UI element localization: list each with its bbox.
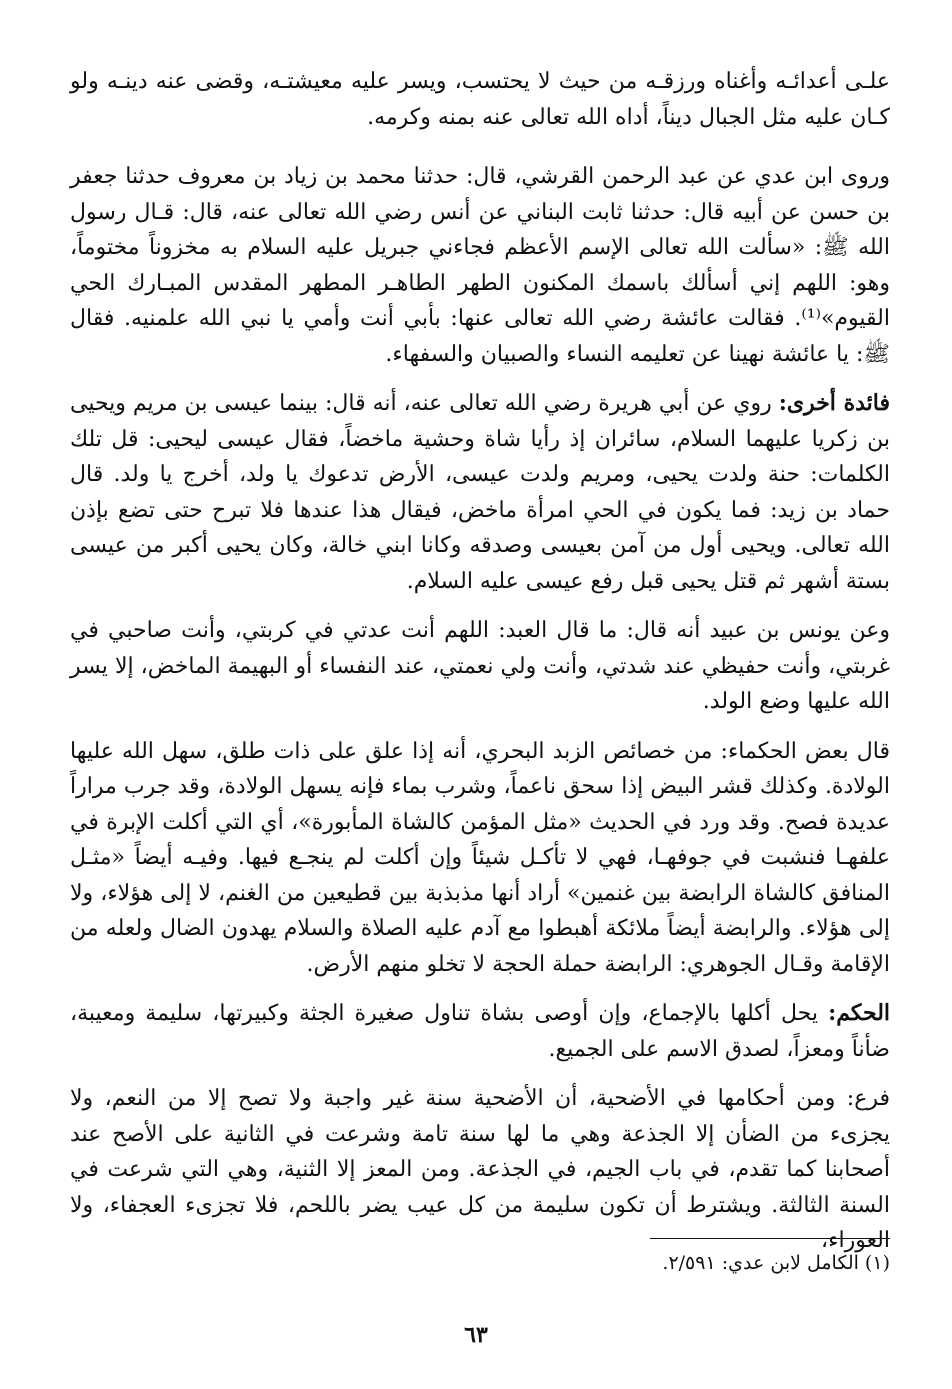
paragraph-5 bbox=[70, 734, 890, 983]
page-number: ٦٣ bbox=[464, 1322, 488, 1348]
paragraph-3-lead: فائدة أخرى: bbox=[778, 390, 890, 416]
paragraph-2 bbox=[70, 159, 890, 372]
paragraph-1-text: علـى أعدائـه وأغناه ورزقـه من حيث لا يحتسب، ويسر عليه معيشتـه، وقضى عنه دينـه ولو كـان عليه مثل الجبال ديناً، أداه الله تعالى عنه بمنه وكرمه. bbox=[70, 69, 890, 130]
paragraph-7 bbox=[70, 1081, 890, 1259]
paragraph-6-text: يحل أكلها بالإجماع، وإن أوصى بشاة تناول صغيرة الجثة وكبيرتها، سليمة ومعيبة، ضأناً ومعزاً، لصدق الاسم على الجميع. bbox=[70, 1001, 890, 1062]
page-body bbox=[70, 64, 890, 1273]
paragraph-6-lead: الحكم: bbox=[828, 1000, 891, 1026]
paragraph-5-text: قال بعض الحكماء: من خصائص الزبد البحري، أنه إذا علق على ذات طلق، سهل الله عليها الولادة. وكذلك قشر البيض إذا سحق ناعماً، وشرب بماء فإنه يسهل الولادة، وقد جرب مراراً عديدة فصح. وقد ورد في الحديث «مثل المؤمن كالشاة المأبورة»، أي التي أكلت الإبرة في علفهـا فنشبت في جوفهـا، فهي لا تأكـل شيئاً وإن أكلت لم ينجـع فيها. وفيـه أيضاً «مثـل المنافق كالشاة الرابضة بين غنمين» أراد أنها مذبذبة بين قطيعين من الغنم، لا إلى هؤلاء، ولا إلى هؤلاء. والرابضة أيضاً ملائكة أهبطوا مع آدم عليه الصلاة والسلام يهدون الضال ولعله من الإقامة وقـال الجوهري: الرابضة حملة الحجة لا تخلو منهم الأرض. bbox=[70, 738, 890, 977]
paragraph-7-text: فرع: ومن أحكامها في الأضحية، أن الأضحية سنة غير واجبة ولا تصح إلا من النعم، ولا يجزىء من الضأن إلا الجذعة وهي ما لها سنة تامة وشرعت في الثانية على الأصح عند أصحابنا كما تقدم، في باب الجيم، في الجذعة. ومن المعز إلا الثنية، وهي التي شرعت في السنة الثالثة. ويشترط أن تكون سليمة من كل عيب يضر باللحم، فلا تجزىء العجفاء، ولا العوراء، bbox=[70, 1086, 890, 1253]
footnote-divider bbox=[650, 1238, 890, 1239]
paragraph-3 bbox=[70, 386, 890, 599]
paragraph-1 bbox=[70, 64, 890, 135]
paragraph-3-text: روي عن أبي هريرة رضي الله تعالى عنه، أنه قال: بينما عيسى بن مريم ويحيى بن زكريا عليهما السلام، سائران إذ رأيا شاة وحشية ماخضاً، فقال عيسى ليحيى: قل تلك الكلمات: حنة ولدت يحيى، ومريم ولدت عيسى، الأرض تدعوك يا ولد، أخرج يا ولد. قال حماد بن زيد: فما يكون في الحي امرأة ماخض، فيقال هذا عندها فلا تبرح حتى تضع بإذن الله تعالى. ويحيى أول من آمن بعيسى وصدقه وكانا ابني خالة، وكان يحيى أكبر من عيسى بستة أشهر ثم قتل يحيى قبل رفع عيسى عليه السلام. bbox=[70, 391, 890, 594]
paragraph-2-text: وروى ابن عدي عن عبد الرحمن القرشي، قال: حدثنا محمد بن زياد بن معروف حدثنا جعفر بن حسن عن أبيه قال: حدثنا ثابت البناني عن أنس رضي الله تعالى عنه، قال: قـال رسول الله ﷺ: «سألت الله تعالى الإسم الأعظم فجاءني جبريل عليه السلام به مخزوناً مختوماً، وهو: اللهم إني أسألك باسمك المكنون الطهر الطاهـر المطهر المقدس المبـارك الحي القيوم»⁽¹⁾. فقالت عائشة رضي الله تعالى عنها: بأبي أنت وأمي يا نبي الله علمنيه. فقال ﷺ: يا عائشة نهينا عن تعليمه النساء والصبيان والسفهاء. bbox=[70, 164, 890, 367]
paragraph-6 bbox=[70, 996, 890, 1067]
paragraph-4 bbox=[70, 613, 890, 720]
footnote: (١) الكامل لابن عدي: ٢/٥٩١. bbox=[662, 1252, 890, 1274]
paragraph-4-text: وعن يونس بن عبيد أنه قال: ما قال العبد: اللهم أنت عدتي في كربتي، وأنت صاحبي في غربتي، وأنت حفيظي عند شدتي، وأنت ولي نعمتي، عند النفساء أو البهيمة الماخض، إلا يسر الله عليها وضع الولد. bbox=[70, 618, 890, 714]
